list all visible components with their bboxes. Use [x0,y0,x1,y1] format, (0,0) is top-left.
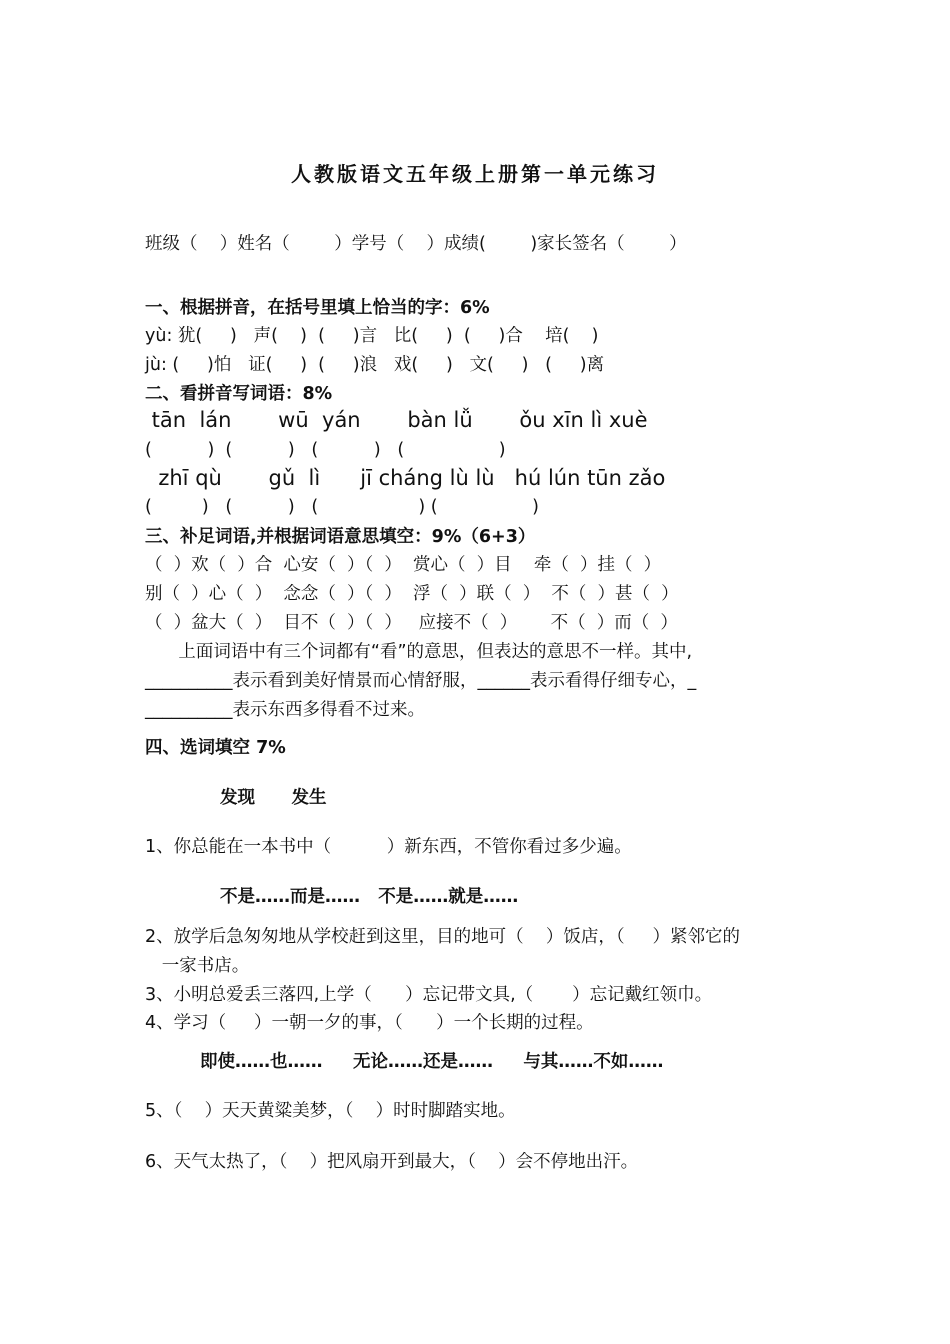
question-2-line-1: 2、放学后急匆匆地从学校赶到这里，目的地可（ ）饭店，（ ）紧邻它的 [145,927,740,947]
student-info-line: 班级（ ）姓名（ ）学号（ ）成绩( )家长签名（ ） [145,234,687,254]
section-3-paragraph-2: __________表示看到美好情景而心情舒服，______表示看得仔细专心，_ [145,671,697,691]
section-1-line-ju: jù: ( )怕 证( ) ( )浪 戏( ) 文( ) ( )离 [145,355,605,375]
question-5: 5、（ ）天天黄粱美梦，（ ）时时脚踏实地。 [145,1101,516,1121]
question-6: 6、天气太热了，（ ）把风扇开到最大，（ ）会不停地出汗。 [145,1152,639,1172]
word-choices-3: 即使……也…… 无论……还是…… 与其……不如…… [200,1052,664,1072]
section-3-row-3: （ ）盆大（ ） 目不（ ）（ ） 应接不（ ） 不（ ）而（ ） [145,613,678,633]
section-2-pinyin-row-1: tān lán wū yán bàn lǚ ǒu xīn lì xuè [145,408,648,432]
section-3-heading: 三、补足词语,并根据词语意思填空：9%（6+3） [145,527,536,547]
section-2-pinyin-row-2: zhī qù gǔ lì jī cháng lù lù hú lún tūn zǎo [145,466,666,490]
question-2-line-2: 一家书店。 [145,956,250,976]
section-2-heading: 二、看拼音写词语：8% [145,384,333,404]
word-choices-1: 发现 发生 [220,788,327,808]
section-2-blank-row-1: ( ) ( ) ( ) ( ) [145,440,506,460]
word-choices-2: 不是……而是…… 不是……就是…… [220,887,519,907]
section-3-paragraph-1: 上面词语中有三个词都有“看”的意思，但表达的意思不一样。其中, [145,642,693,662]
section-1-line-yu: yù: 犹( ) 声( ) ( )言 比( ) ( )合 培( ) [145,326,599,346]
section-3-row-2: 别（ ）心（ ） 念念（ ）（ ） 浮（ ）联（ ） 不（ ）甚（ ） [145,584,679,604]
page-title: 人教版语文五年级上册第一单元练习 [291,162,659,186]
section-2-blank-row-2: ( ) ( ) ( ) ( ) [145,497,539,517]
question-3: 3、小明总爱丢三落四,上学（ ）忘记带文具,（ ）忘记戴红领巾。 [145,985,713,1005]
section-3-row-1: （ ）欢（ ）合 心安（ ）（ ） 赏心（ ）目 牵（ ）挂（ ） [145,555,662,575]
section-1-heading: 一、根据拼音，在括号里填上恰当的字：6% [145,298,490,318]
section-3-paragraph-3: __________表示东西多得看不过来。 [145,700,425,720]
question-4: 4、学习（ ）一朝一夕的事，（ ）一个长期的过程。 [145,1013,594,1033]
section-4-heading: 四、选词填空 7% [145,738,286,758]
question-1: 1、你总能在一本书中（ ）新东西，不管你看过多少遍。 [145,837,632,857]
